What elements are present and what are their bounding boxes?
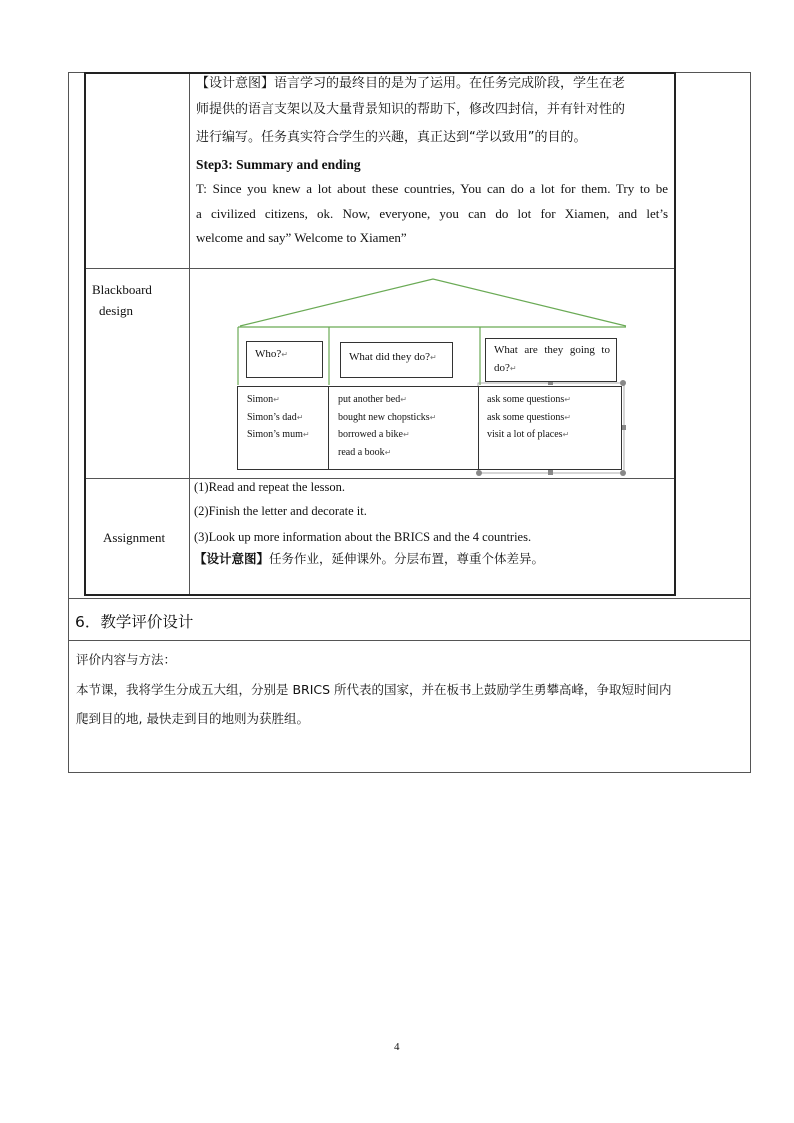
- outer-left-border: [68, 72, 69, 773]
- section6-heading: 6．教学评价设计: [75, 613, 194, 631]
- header-box-going-to: [485, 338, 617, 382]
- inner-right-border: [674, 72, 676, 596]
- section6-top-border: [68, 598, 751, 599]
- content-box-going-to: [478, 386, 622, 470]
- step3-line-1: T: Since you knew a lot about these countries, You can do a lot for them. Try to be: [196, 181, 668, 196]
- selection-handle-bl: [476, 470, 482, 476]
- header-what-did-text: What did they do?↵: [349, 351, 437, 363]
- assignment-item-1: (1)Read and repeat the lesson.: [194, 480, 345, 494]
- outer-bottom-border: [68, 772, 751, 773]
- content-box-what-did: [328, 386, 479, 470]
- who-item-3: Simon’s mum↵: [247, 429, 310, 440]
- assignment-item-2: (2)Finish the letter and decorate it.: [194, 504, 367, 518]
- step3-title: Step3: Summary and ending: [196, 157, 361, 172]
- house-roof: [240, 279, 626, 326]
- design-intent-line-1: [196, 71, 625, 97]
- inner-bottom-border: [84, 594, 676, 596]
- section6-subtitle: 评价内容与方法：: [76, 652, 177, 667]
- selection-handle-br: [620, 470, 626, 476]
- who-item-1: Simon↵: [247, 394, 280, 405]
- what-did-item-3: borrowed a bike↵: [338, 429, 410, 440]
- blackboard-label-line-1: Blackboard: [92, 282, 152, 297]
- going-to-item-1: ask some questions↵: [487, 394, 571, 405]
- inner-left-border: [84, 72, 86, 596]
- header-going-to-line-2: do?↵: [494, 362, 517, 374]
- what-did-item-1: put another bed↵: [338, 394, 407, 405]
- design-intent-line-2: 师提供的语言支架以及大量背景知识的帮助下，修改四封信，并有针对性的: [196, 102, 626, 117]
- step3-line-3: welcome and say” Welcome to Xiamen”: [196, 230, 407, 245]
- assignment-item-3: (3)Look up more information about the BRICS and the 4 countries.: [194, 530, 532, 544]
- content-box-who: [237, 386, 330, 470]
- inner-column-divider: [189, 74, 190, 594]
- blackboard-label-line-2: design: [99, 303, 133, 318]
- section6-body-line-1: 本节课，我将学生分成五大组，分别是 BRICS 所代表的国家，并在板书上鼓励学生勇攀高峰，争取短时间内: [76, 682, 672, 697]
- what-did-item-2: bought new chopsticks↵: [338, 411, 437, 423]
- going-to-item-2: ask some questions↵: [487, 411, 571, 423]
- selection-handle-bm: [548, 470, 553, 475]
- design-intent-line-3: 进行编写。任务真实符合学生的兴趣，真正达到“学以致用”的目的。: [196, 130, 587, 145]
- header-box-what-did: [340, 342, 453, 378]
- what-did-item-4: read a book↵: [338, 446, 392, 458]
- inner-row-divider-1: [86, 268, 674, 269]
- header-box-who: [246, 341, 323, 378]
- section6-header-divider: [68, 640, 751, 641]
- assignment-intent-text: 任务作业，延伸课外。分层布置，尊重个体差异。: [269, 551, 545, 566]
- header-who-text: Who?↵: [255, 348, 288, 360]
- assignment-intent: [194, 549, 544, 567]
- header-going-to-line-1: What are they going to: [494, 344, 610, 356]
- going-to-item-3: visit a lot of places↵: [487, 429, 570, 440]
- design-intent-text-1: 语言学习的最终目的是为了运用。在任务完成阶段，学生在老: [274, 76, 626, 91]
- page-number: 4: [394, 1041, 400, 1053]
- design-intent-tag: 【设计意图】: [196, 76, 275, 91]
- step3-line-2: a civilized citizens, ok. Now, everyone, you can do lot for Xiamen, and let’s: [196, 206, 668, 221]
- assignment-intent-tag: 【设计意图】: [194, 551, 270, 566]
- assignment-label: Assignment: [103, 530, 166, 545]
- who-item-2: Simon’s dad↵: [247, 411, 304, 423]
- section6-body-line-2: 爬到目的地, 最快走到目的地则为获胜组。: [76, 711, 309, 726]
- outer-right-border: [750, 72, 751, 773]
